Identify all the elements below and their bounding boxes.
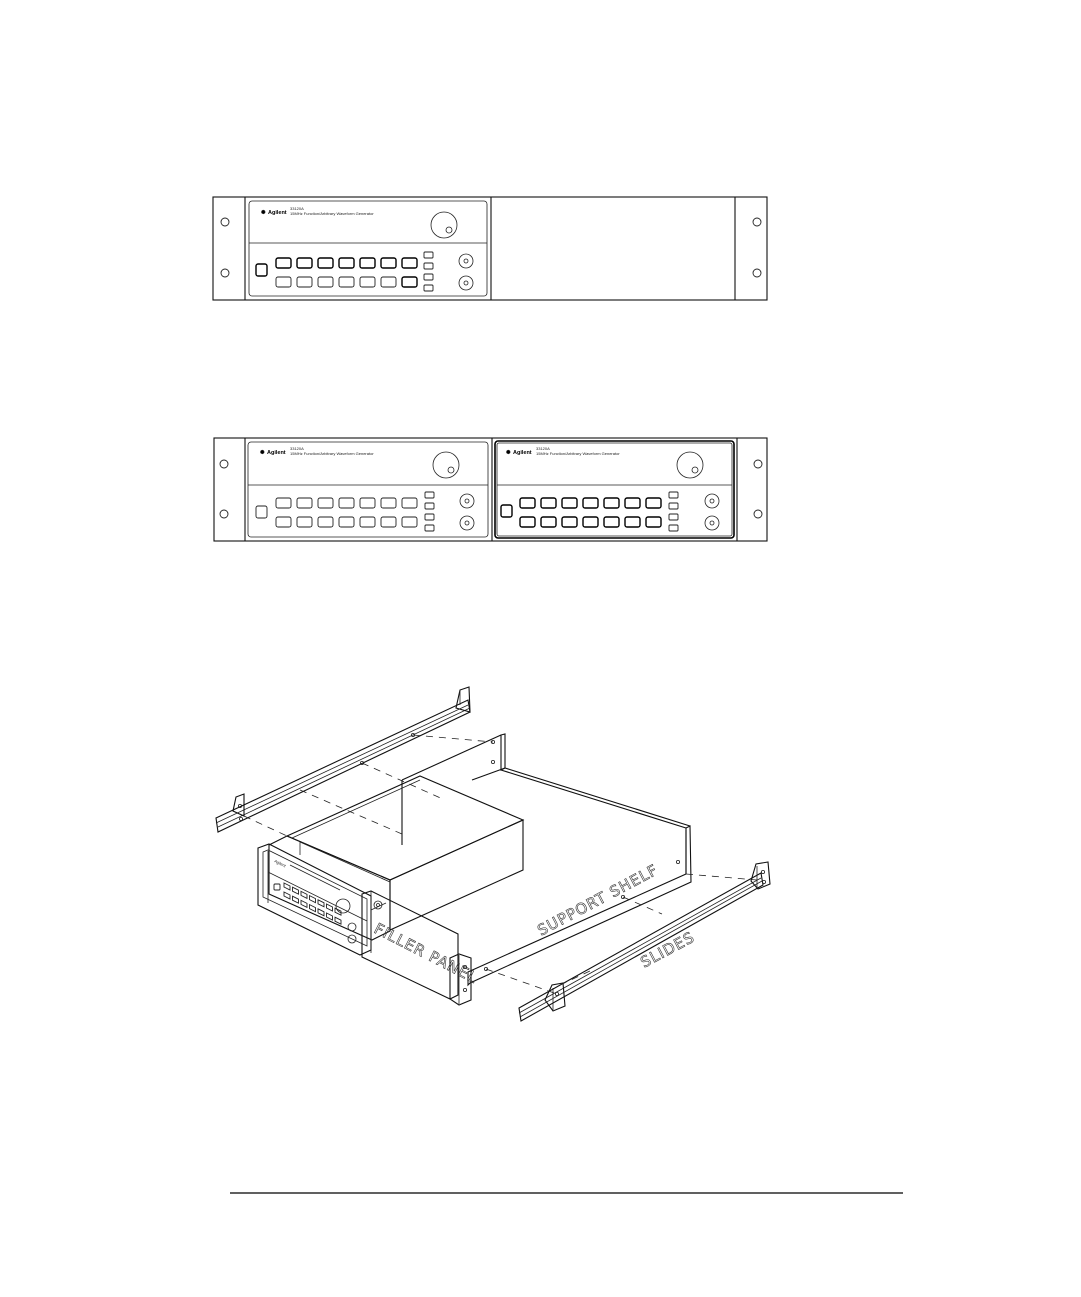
instrument-subtitle: 15MHz Function/Arbitrary Waveform Generator	[290, 451, 374, 456]
panel-key	[310, 896, 316, 903]
sync-connector-icon	[460, 494, 474, 508]
figure-dual-instrument-rack	[214, 438, 767, 541]
menu-key	[424, 252, 433, 258]
sync-connector-icon	[705, 494, 719, 508]
panel-key	[583, 498, 598, 508]
panel-key	[381, 517, 396, 527]
brand-name: Agilent	[513, 450, 532, 456]
panel-key	[297, 517, 312, 527]
agilent-logo-icon: ✺	[506, 450, 511, 456]
rotary-knob-icon	[677, 452, 703, 478]
panel-key	[520, 498, 535, 508]
instrument-front-panel-right	[495, 441, 734, 538]
panel-key	[297, 498, 312, 508]
keypad	[276, 492, 434, 531]
power-button	[274, 884, 280, 890]
menu-key	[424, 285, 433, 291]
panel-key	[318, 498, 333, 508]
model-number: 33120A	[290, 446, 304, 451]
power-button	[256, 264, 267, 276]
panel-key	[335, 917, 341, 924]
keypad	[520, 492, 678, 531]
agilent-logo-icon: ✺	[260, 450, 265, 456]
menu-key	[424, 263, 433, 269]
panel-key	[604, 517, 619, 527]
panel-key	[402, 258, 417, 268]
instrument-body	[269, 776, 523, 940]
panel-key	[318, 517, 333, 527]
menu-key	[425, 492, 434, 498]
panel-key	[318, 909, 324, 916]
brand-name: Agilent	[267, 450, 286, 456]
panel-key	[360, 517, 375, 527]
panel-key	[360, 258, 375, 268]
brand-name: Agilent	[268, 210, 287, 216]
instrument-front-panel-left	[248, 442, 488, 537]
panel-key	[297, 258, 312, 268]
mounting-hole	[754, 460, 762, 468]
panel-key	[284, 883, 290, 890]
mounting-hole	[220, 460, 228, 468]
output-connector-icon	[705, 516, 719, 530]
panel-key	[297, 277, 312, 287]
mounting-hole	[220, 510, 228, 518]
panel-key	[381, 258, 396, 268]
panel-key	[276, 517, 291, 527]
mounting-hole	[753, 269, 761, 277]
instrument-front-iso	[258, 844, 371, 955]
mounting-hole	[754, 510, 762, 518]
filler-panel-label: FILLER PANEL	[371, 919, 481, 988]
support-shelf-label: SUPPORT SHELF	[534, 860, 662, 940]
panel-key	[318, 258, 333, 268]
panel-key	[646, 498, 661, 508]
panel-key	[327, 913, 333, 920]
panel-key	[327, 904, 333, 911]
panel-key	[310, 905, 316, 912]
menu-key	[669, 503, 678, 509]
sync-connector-icon	[348, 923, 356, 931]
power-button	[501, 505, 512, 517]
panel-key	[562, 517, 577, 527]
panel-key	[583, 517, 598, 527]
panel-key	[318, 900, 324, 907]
mounting-hole	[221, 269, 229, 277]
output-connector-icon	[459, 276, 473, 290]
panel-key	[335, 908, 341, 915]
panel-key	[293, 887, 299, 894]
model-number: 33120A	[536, 446, 550, 451]
rotary-knob-icon	[433, 452, 459, 478]
panel-key	[318, 277, 333, 287]
brand-name: Agilent	[273, 858, 287, 869]
model-number: 33120A	[290, 206, 304, 211]
rotary-knob-icon	[336, 899, 350, 913]
menu-key	[669, 492, 678, 498]
panel-key	[301, 891, 307, 898]
panel-key	[339, 277, 354, 287]
agilent-logo-icon: ✺	[261, 210, 266, 216]
panel-key	[625, 498, 640, 508]
figure-single-instrument-rack	[213, 197, 767, 300]
support-shelf	[402, 734, 691, 985]
panel-key	[360, 277, 375, 287]
panel-key	[562, 498, 577, 508]
menu-key	[425, 525, 434, 531]
menu-key	[425, 503, 434, 509]
mounting-hole	[753, 218, 761, 226]
panel-key	[646, 517, 661, 527]
figure-rack-kit-exploded	[216, 687, 770, 1021]
panel-key	[381, 498, 396, 508]
menu-key	[424, 274, 433, 280]
panel-key	[293, 896, 299, 903]
instrument-subtitle: 15MHz Function/Arbitrary Waveform Generator	[536, 451, 620, 456]
panel-key	[604, 498, 619, 508]
panel-key	[339, 517, 354, 527]
panel-key	[381, 277, 396, 287]
menu-key	[425, 514, 434, 520]
slides-label: SLIDES	[637, 928, 698, 972]
panel-key	[276, 258, 291, 268]
panel-key	[276, 498, 291, 508]
menu-key	[669, 525, 678, 531]
panel-key	[284, 892, 290, 899]
keypad	[276, 252, 433, 291]
panel-key	[402, 498, 417, 508]
panel-key	[625, 517, 640, 527]
sync-connector-icon	[459, 254, 473, 268]
output-connector-icon	[460, 516, 474, 530]
slide-rail-front	[519, 862, 770, 1021]
panel-key	[301, 900, 307, 907]
instrument-front-panel	[249, 201, 487, 296]
instrument-subtitle: 15MHz Function/Arbitrary Waveform Generator	[290, 211, 374, 216]
panel-key	[360, 498, 375, 508]
panel-key	[339, 258, 354, 268]
panel-key	[339, 498, 354, 508]
mounting-hole	[221, 218, 229, 226]
panel-key	[541, 517, 556, 527]
rotary-knob-icon	[431, 212, 457, 238]
panel-key	[520, 517, 535, 527]
panel-key	[402, 517, 417, 527]
menu-key	[669, 514, 678, 520]
power-button	[256, 506, 267, 518]
panel-key	[402, 277, 417, 287]
panel-key	[276, 277, 291, 287]
panel-key	[541, 498, 556, 508]
